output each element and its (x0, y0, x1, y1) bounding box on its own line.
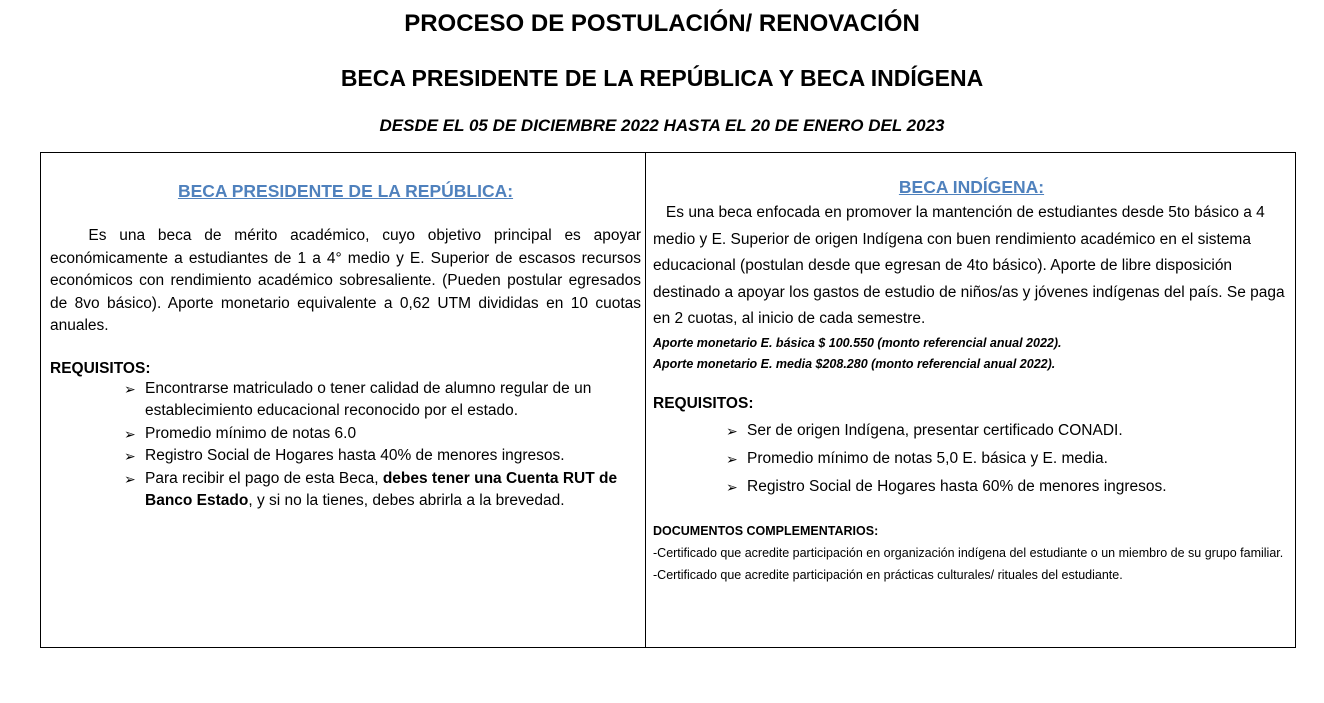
indigenous-requirements-list (653, 417, 1290, 501)
indigenous-scholarship-column (646, 153, 1296, 647)
complementary-documents-label: DOCUMENTOS COMPLEMENTARIOS: (653, 523, 879, 538)
document-subtitle: BECA PRESIDENTE DE LA REPÚBLICA Y BECA INDÍGENA (340, 65, 984, 91)
list-item: ➢ Encontrarse matriculado o tener calidad de alumno regular de un establecimiento educacional reconocido por el estado. (124, 379, 592, 419)
arrow-bullet-icon: ➢ (726, 422, 738, 439)
list-item: ➢ Promedio mínimo de notas 5,0 E. básica y E. media. (726, 445, 1290, 473)
complementary-document: -Certificado que acredite participación en prácticas culturales/ rituales del estudiante. (653, 568, 1123, 582)
scholarships-table (40, 152, 1296, 648)
indigenous-requirements-label: REQUISITOS: (653, 394, 754, 412)
complementary-document: -Certificado que acredite participación en organización indígena del estudiante o un miembro de su grupo familiar. (653, 545, 1284, 560)
aporte-basica: Aporte monetario E. básica $ 100.550 (monto referencial anual 2022). (653, 335, 1062, 350)
president-requirements-label: REQUISITOS: (50, 359, 151, 377)
list-item: ➢ Ser de origen Indígena, presentar certificado CONADI. (726, 417, 1290, 445)
president-scholarship-description: Es una beca de mérito académico, cuyo objetivo principal es apoyar económicamente a estudiantes de 1 a 4° medio y E. Superior de escasos recursos económicos con rendimiento académico sobresaliente. (Pueden postular egresados de 8vo básico). Aporte monetario equivalente a 0,62 UTM divididas en 10 cuotas anuales. (50, 227, 641, 334)
arrow-bullet-icon: ➢ (124, 380, 136, 397)
arrow-bullet-icon: ➢ (124, 448, 136, 464)
aporte-media: Aporte monetario E. media $208.280 (monto referencial anual 2022). (653, 356, 1056, 371)
arrow-bullet-icon: ➢ (726, 450, 738, 467)
list-item: ➢ Para recibir el pago de esta Beca, debes tener una Cuenta RUT de Banco Estado, y si no la tienes, debes abrirla a la brevedad. (124, 469, 618, 509)
arrow-bullet-icon: ➢ (124, 470, 136, 487)
list-item: ➢ Promedio mínimo de notas 6.0 (124, 423, 641, 446)
list-item: ➢ Registro Social de Hogares hasta 60% de menores ingresos. (726, 473, 1290, 501)
president-requirements-list (50, 378, 641, 513)
list-item: ➢ Registro Social de Hogares hasta 40% de menores ingresos. (124, 445, 641, 468)
president-scholarship-heading: BECA PRESIDENTE DE LA REPÚBLICA: (177, 181, 514, 201)
document-title: PROCESO DE POSTULACIÓN/ RENOVACIÓN (404, 10, 920, 37)
indigenous-scholarship-description: Es una beca enfocada en promover la mantención de estudiantes desde 5to básico a 4 medio y E. Superior de origen Indígena con buen rendimiento académico en el sistema educacional (postulan desde que egresan de 4to básico). Aporte de libre disposición destinado a apoyar los gastos de estudio de niños/as y jóvenes indígenas del país. Se paga en 2 cuotas, al inicio de cada semestre. (653, 204, 1285, 327)
application-dates: DESDE EL 05 DE DICIEMBRE 2022 HASTA EL 20 DE ENERO DEL 2023 (379, 116, 945, 135)
indigenous-scholarship-heading: BECA INDÍGENA: (898, 177, 1045, 197)
president-scholarship-column (41, 153, 645, 647)
arrow-bullet-icon: ➢ (726, 478, 738, 495)
arrow-bullet-icon: ➢ (124, 425, 136, 442)
